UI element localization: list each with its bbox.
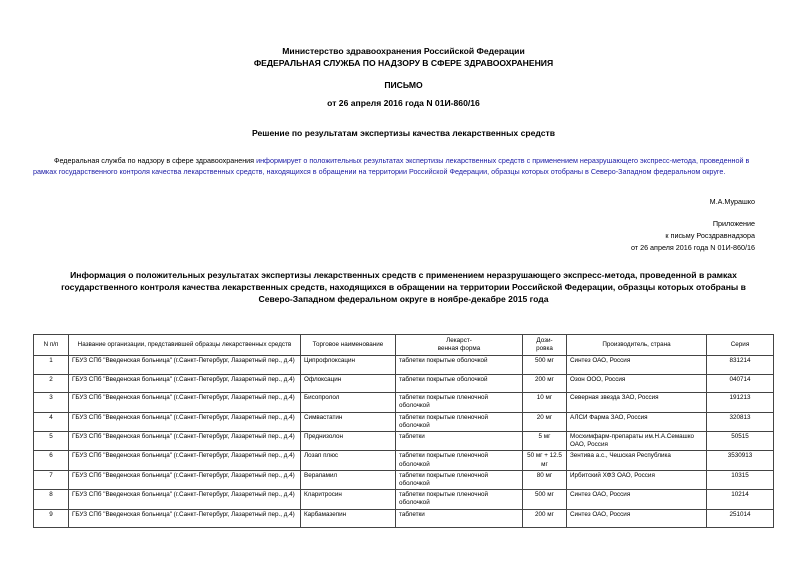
cell-series: 10214 (707, 490, 774, 509)
cell-trade: Преднизолон (301, 432, 396, 451)
cell-form: таблетки покрытые оболочкой (396, 374, 523, 393)
intro-text: Федеральная служба по надзору в сфере здравоохранения (54, 156, 255, 165)
cell-trade: Карбамазепин (301, 509, 396, 528)
cell-dose: 500 мг (523, 356, 567, 375)
cell-series: 50515 (707, 432, 774, 451)
cell-series: 251014 (707, 509, 774, 528)
ministry-title: Министерство здравоохранения Российской Федерации (282, 46, 525, 56)
cell-org: ГБУЗ СПб "Введенская больница" (г.Санкт-Петербург, Лазаретный пер., д.4) (69, 490, 301, 509)
table-row (34, 432, 774, 451)
cell-mfr: Ирбитский ХФЗ ОАО, Россия (567, 470, 707, 489)
cell-mfr: АЛСИ Фарма ЗАО, Россия (567, 412, 707, 431)
cell-dose: 50 мг + 12.5 мг (523, 451, 567, 470)
cell-series: 831214 (707, 356, 774, 375)
results-table (33, 334, 774, 528)
service-title: ФЕДЕРАЛЬНАЯ СЛУЖБА ПО НАДЗОРУ В СФЕРЕ ЗДРАВООХРАНЕНИЯ (253, 58, 554, 68)
cell-trade: Лозап плюс (301, 451, 396, 470)
signature: М.А.Мурашко (709, 197, 755, 206)
intro-paragraph (54, 155, 769, 166)
cell-num: 4 (34, 412, 69, 431)
header-mfr: Производитель, страна (567, 335, 707, 356)
cell-org: ГБУЗ СПб "Введенская больница" (г.Санкт-Петербург, Лазаретный пер., д.4) (69, 432, 301, 451)
table-row (34, 412, 774, 431)
table-row (34, 374, 774, 393)
cell-num: 1 (34, 356, 69, 375)
appendix-label: Приложение (712, 219, 755, 228)
cell-mfr: Северная звезда ЗАО, Россия (567, 393, 707, 412)
cell-form: таблетки (396, 509, 523, 528)
cell-org: ГБУЗ СПб "Введенская больница" (г.Санкт-Петербург, Лазаретный пер., д.4) (69, 412, 301, 431)
document-subject: Решение по результатам экспертизы качества лекарственных средств (251, 128, 556, 138)
cell-dose: 5 мг (523, 432, 567, 451)
document-type: ПИСЬМО (384, 80, 423, 90)
cell-form: таблетки покрытые оболочкой (396, 356, 523, 375)
cell-series: 191213 (707, 393, 774, 412)
header-series: Серия (707, 335, 774, 356)
appendix-title-line-1: Информация о положительных результатах экспертизы лекарственных средств с применением неразрушающего экспресс-метода, проведенной в рамках (70, 270, 737, 280)
header-dose: Дози- ровка (523, 335, 567, 356)
cell-org: ГБУЗ СПб "Введенская больница" (г.Санкт-Петербург, Лазаретный пер., д.4) (69, 393, 301, 412)
cell-mfr: Синтез ОАО, Россия (567, 490, 707, 509)
cell-num: 2 (34, 374, 69, 393)
cell-form: таблетки покрытые пленочной оболочкой (396, 470, 523, 489)
cell-num: 9 (34, 509, 69, 528)
cell-dose: 80 мг (523, 470, 567, 489)
cell-form: таблетки покрытые пленочной оболочкой (396, 393, 523, 412)
appendix-title-line-3: Северо-Западном федеральном округе в ноябре-декабре 2015 года (258, 294, 549, 304)
table-row (34, 470, 774, 489)
intro-link-2[interactable]: рамках государственного контроля качества лекарственных средств, находящихся в обращении на территории Российской Федерации, образцы которых отобраны в Северо-Западном федеральном округе. (33, 167, 726, 176)
header-num: N п/п (34, 335, 69, 356)
cell-trade: Симвастатин (301, 412, 396, 431)
table-row (34, 490, 774, 509)
cell-form: таблетки покрытые пленочной оболочкой (396, 412, 523, 431)
cell-org: ГБУЗ СПб "Введенская больница" (г.Санкт-Петербург, Лазаретный пер., д.4) (69, 470, 301, 489)
document-date-number: от 26 апреля 2016 года N 01И-860/16 (327, 98, 480, 108)
cell-series: 3530913 (707, 451, 774, 470)
cell-org: ГБУЗ СПб "Введенская больница" (г.Санкт-Петербург, Лазаретный пер., д.4) (69, 451, 301, 470)
table-row (34, 393, 774, 412)
appendix-title-line-2: государственного контроля качества лекарственных средств, находящихся в обращении на территории Российской Федерации, образцы которых отобраны в (61, 282, 746, 292)
cell-num: 3 (34, 393, 69, 412)
cell-trade: Верапамил (301, 470, 396, 489)
cell-dose: 20 мг (523, 412, 567, 431)
cell-trade: Ципрофлоксацин (301, 356, 396, 375)
cell-num: 5 (34, 432, 69, 451)
cell-mfr: Зентива а.с., Чешская Республика (567, 451, 707, 470)
cell-dose: 500 мг (523, 490, 567, 509)
table-row (34, 451, 774, 470)
cell-mfr: Озон ООО, Россия (567, 374, 707, 393)
cell-mfr: Мосхимфарм-препараты им.Н.А.Семашко ОАО, Россия (567, 432, 707, 451)
cell-num: 8 (34, 490, 69, 509)
cell-mfr: Синтез ОАО, Россия (567, 509, 707, 528)
cell-num: 6 (34, 451, 69, 470)
appendix-ref: к письму Росздравнадзора (665, 231, 755, 240)
cell-form: таблетки покрытые пленочной оболочкой (396, 451, 523, 470)
cell-org: ГБУЗ СПб "Введенская больница" (г.Санкт-Петербург, Лазаретный пер., д.4) (69, 509, 301, 528)
table-header-row (34, 335, 774, 356)
cell-dose: 200 мг (523, 374, 567, 393)
cell-org: ГБУЗ СПб "Введенская больница" (г.Санкт-Петербург, Лазаретный пер., д.4) (69, 356, 301, 375)
header-org: Название организации, представившей образцы лекарственных средств (69, 335, 301, 356)
cell-num: 7 (34, 470, 69, 489)
table-row (34, 509, 774, 528)
cell-org: ГБУЗ СПб "Введенская больница" (г.Санкт-Петербург, Лазаретный пер., д.4) (69, 374, 301, 393)
cell-trade: Бисопролол (301, 393, 396, 412)
table-row (34, 356, 774, 375)
cell-trade: Офлоксацин (301, 374, 396, 393)
cell-series: 10315 (707, 470, 774, 489)
cell-dose: 200 мг (523, 509, 567, 528)
header-form: Лекарст- венная форма (396, 335, 523, 356)
cell-mfr: Синтез ОАО, Россия (567, 356, 707, 375)
cell-trade: Кларитросин (301, 490, 396, 509)
header-trade: Торговое наименование (301, 335, 396, 356)
cell-series: 040714 (707, 374, 774, 393)
cell-form: таблетки покрытые пленочной оболочкой (396, 490, 523, 509)
cell-series: 320813 (707, 412, 774, 431)
cell-form: таблетки (396, 432, 523, 451)
cell-dose: 10 мг (523, 393, 567, 412)
intro-link-1[interactable]: информирует о положительных результатах экспертизы лекарственных средств с применением неразрушающего экспресс-метода, проведенной в (256, 156, 750, 165)
appendix-date: от 26 апреля 2016 года N 01И-860/16 (630, 243, 755, 252)
